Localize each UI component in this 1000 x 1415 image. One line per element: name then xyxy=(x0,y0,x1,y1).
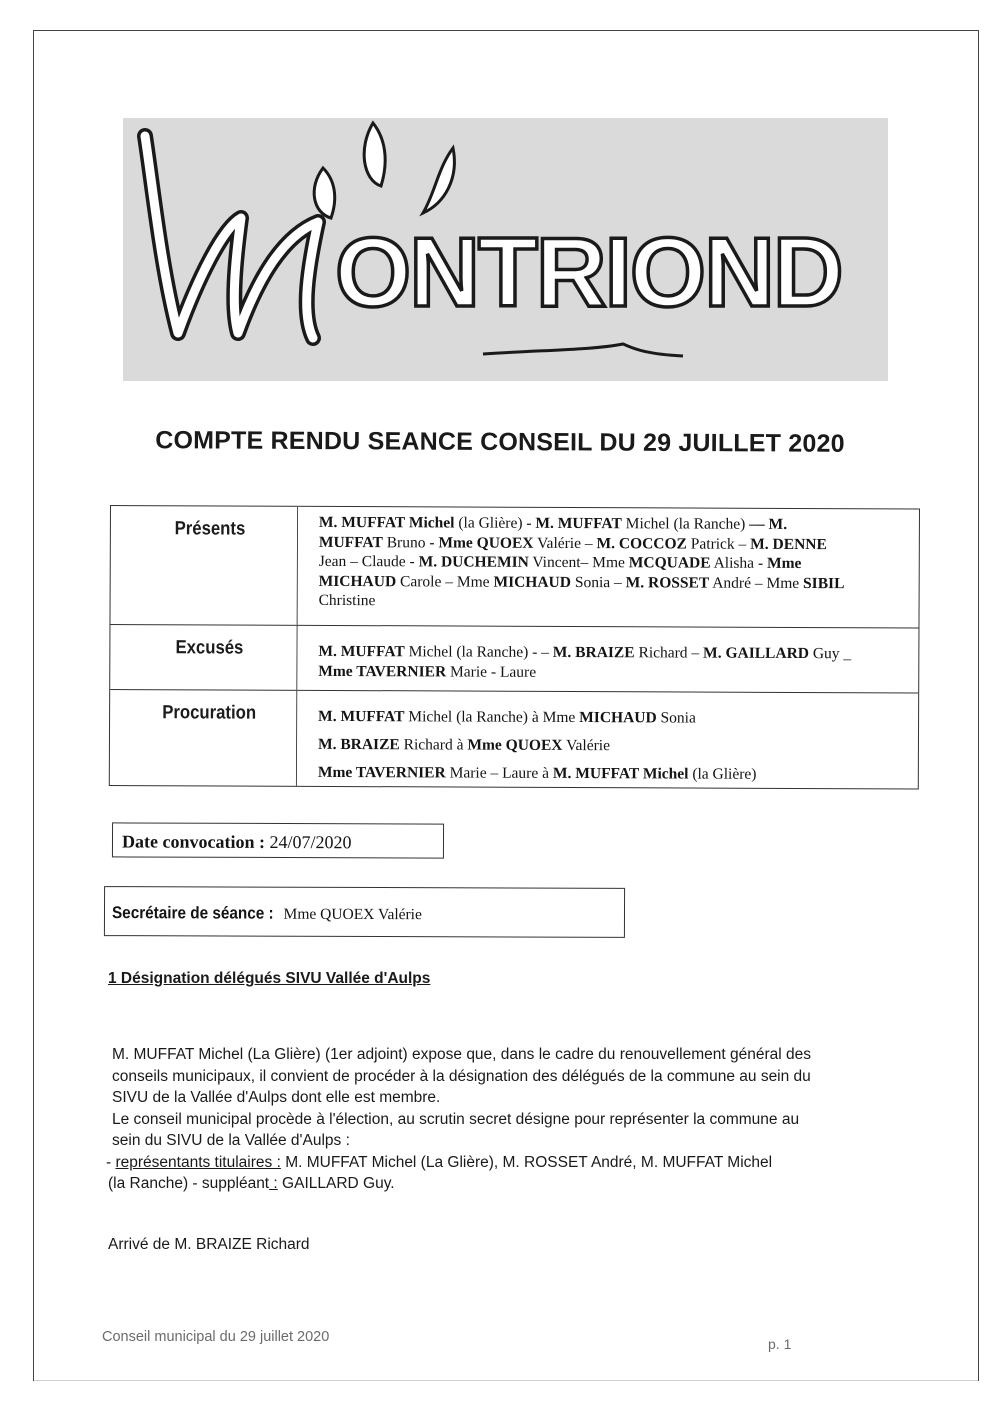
secretaire-value: Mme QUOEX Valérie xyxy=(283,905,422,924)
body-line: conseils municipaux, il convient de procéder à la désignation des délégués de la commune au sein du xyxy=(112,1067,811,1085)
text-line xyxy=(318,703,910,734)
attendance-table xyxy=(109,505,920,790)
bold-run: M. ROSSET xyxy=(625,573,710,592)
suppleant-line xyxy=(108,1173,902,1195)
logo-text: ONTRIOND xyxy=(335,217,842,327)
excuses-list xyxy=(309,626,918,693)
text-run: Richard – xyxy=(634,644,704,662)
text-line xyxy=(319,513,911,535)
text-line xyxy=(319,591,911,613)
bold-run: M. MUFFAT Michel xyxy=(552,764,689,783)
section-body xyxy=(106,1044,902,1195)
suppleant-value: GAILLARD Guy. xyxy=(277,1175,395,1192)
bold-run: Mme TAVERNIER xyxy=(318,662,447,680)
montriond-logo xyxy=(123,118,888,381)
bold-run: Mme QUOEX xyxy=(467,736,563,754)
text-line xyxy=(319,571,911,593)
bold-run: M. BRAIZE xyxy=(317,735,400,754)
convocation-date: 24/07/2020 xyxy=(264,831,352,853)
text-run: Richard à xyxy=(399,736,468,754)
document-title: COMPTE RENDU SEANCE CONSEIL DU 29 JUILLET 2020 xyxy=(155,426,845,458)
bold-run: M. MUFFAT xyxy=(318,707,405,726)
text-run: Michel (la Ranche) à Mme xyxy=(404,708,580,727)
text-run: Michel (la Ranche) xyxy=(621,515,750,533)
bold-run: Mme TAVERNIER xyxy=(317,763,446,782)
titulaires-label: représentants titulaires : xyxy=(115,1153,281,1171)
bold-run: M. BRAIZE xyxy=(552,643,635,662)
bold-run: M. MUFFAT xyxy=(318,642,405,661)
body-line: Le conseil municipal procède à l'élection, au scrutin secret désigne pour représenter la commune au xyxy=(112,1110,800,1128)
text-line xyxy=(318,642,910,664)
convocation-box xyxy=(112,822,444,858)
text-run: André – Mme xyxy=(709,574,804,592)
text-run: Marie – Laure à xyxy=(445,764,553,782)
procuration-list xyxy=(309,691,918,789)
text-run: Sonia – xyxy=(570,573,626,591)
text-line xyxy=(319,552,911,574)
text-run: Michel (la Ranche) - – xyxy=(404,643,553,661)
bold-run: MICHAUD xyxy=(318,572,397,590)
text-run: Valérie xyxy=(562,736,611,755)
text-run: Alisha xyxy=(710,554,759,572)
bold-run: MCQUADE xyxy=(628,554,711,572)
text-line xyxy=(318,759,910,790)
bold-run: - Mme QUOEX xyxy=(429,533,534,552)
text-run: (la Glière) xyxy=(688,765,757,783)
text-run: Valérie – xyxy=(533,534,597,552)
presents-row xyxy=(110,506,919,628)
text-run: Patrick – xyxy=(686,535,751,553)
titulaires-value: M. MUFFAT Michel (La Glière), M. ROSSET André, M. MUFFAT Michel xyxy=(280,1153,773,1171)
procuration-row xyxy=(110,689,918,789)
presents-list xyxy=(309,507,919,628)
bold-run: - Mme xyxy=(757,554,802,573)
titulaires-prefix: - xyxy=(106,1153,116,1171)
section-heading: 1 Désignation délégués SIVU Vallée d'Aulps xyxy=(108,970,431,987)
suppleant-colon: : xyxy=(269,1175,278,1192)
arrival-note: Arrivé de M. BRAIZE Richard xyxy=(108,1236,310,1253)
presents-label: Présents xyxy=(122,506,298,625)
text-run: Marie - Laure xyxy=(446,662,537,681)
text-run: Sonia xyxy=(656,709,696,727)
secretaire-box xyxy=(104,886,625,938)
text-line xyxy=(318,661,910,683)
bold-run: M. MUFFAT Michel xyxy=(318,513,455,532)
bold-run: MICHAUD xyxy=(493,573,572,591)
body-line: sein du SIVU de la Vallée d'Aulps : xyxy=(112,1132,350,1149)
text-line xyxy=(318,731,910,762)
text-run: Guy _ xyxy=(808,645,852,663)
bold-run: M. COCCOZ xyxy=(596,534,687,553)
bold-run: M. DENNE xyxy=(750,535,827,553)
suppleant-label: (la Ranche) - suppléant xyxy=(108,1175,270,1192)
bold-run: M. DUCHEMIN xyxy=(418,553,529,571)
text-run: Jean – Claude - xyxy=(318,552,419,571)
bold-run: MUFFAT xyxy=(318,533,383,551)
body-line: SIVU de la Vallée d'Aulps dont elle est membre. xyxy=(112,1089,441,1106)
text-line xyxy=(319,532,911,554)
bold-run: M. GAILLARD xyxy=(703,644,810,663)
bold-run: SIBIL xyxy=(803,574,845,592)
secretaire-label: Secrétaire de séance : xyxy=(111,903,274,923)
text-run: (la Glière) xyxy=(454,514,527,532)
footer-title: Conseil municipal du 29 juillet 2020 xyxy=(102,1329,330,1345)
excuses-label: Excusés xyxy=(122,625,297,690)
convocation-label: Date convocation : xyxy=(121,831,266,852)
procuration-label: Procuration xyxy=(122,690,298,786)
bold-run: — M. xyxy=(749,515,788,533)
text-run: Bruno xyxy=(382,533,430,551)
page-number: p. 1 xyxy=(768,1336,792,1352)
excuses-row xyxy=(110,624,918,693)
bold-run: - M. MUFFAT xyxy=(526,514,622,533)
text-run: Christine xyxy=(318,591,376,610)
bold-run: MICHAUD xyxy=(579,709,657,727)
titulaires-line xyxy=(106,1152,902,1174)
text-run: Carole – Mme xyxy=(396,572,494,591)
text-run: Vincent– Mme xyxy=(528,553,629,572)
body-line: M. MUFFAT Michel (La Glière) (1er adjoint) expose que, dans le cadre du renouvellement général des xyxy=(112,1046,811,1063)
